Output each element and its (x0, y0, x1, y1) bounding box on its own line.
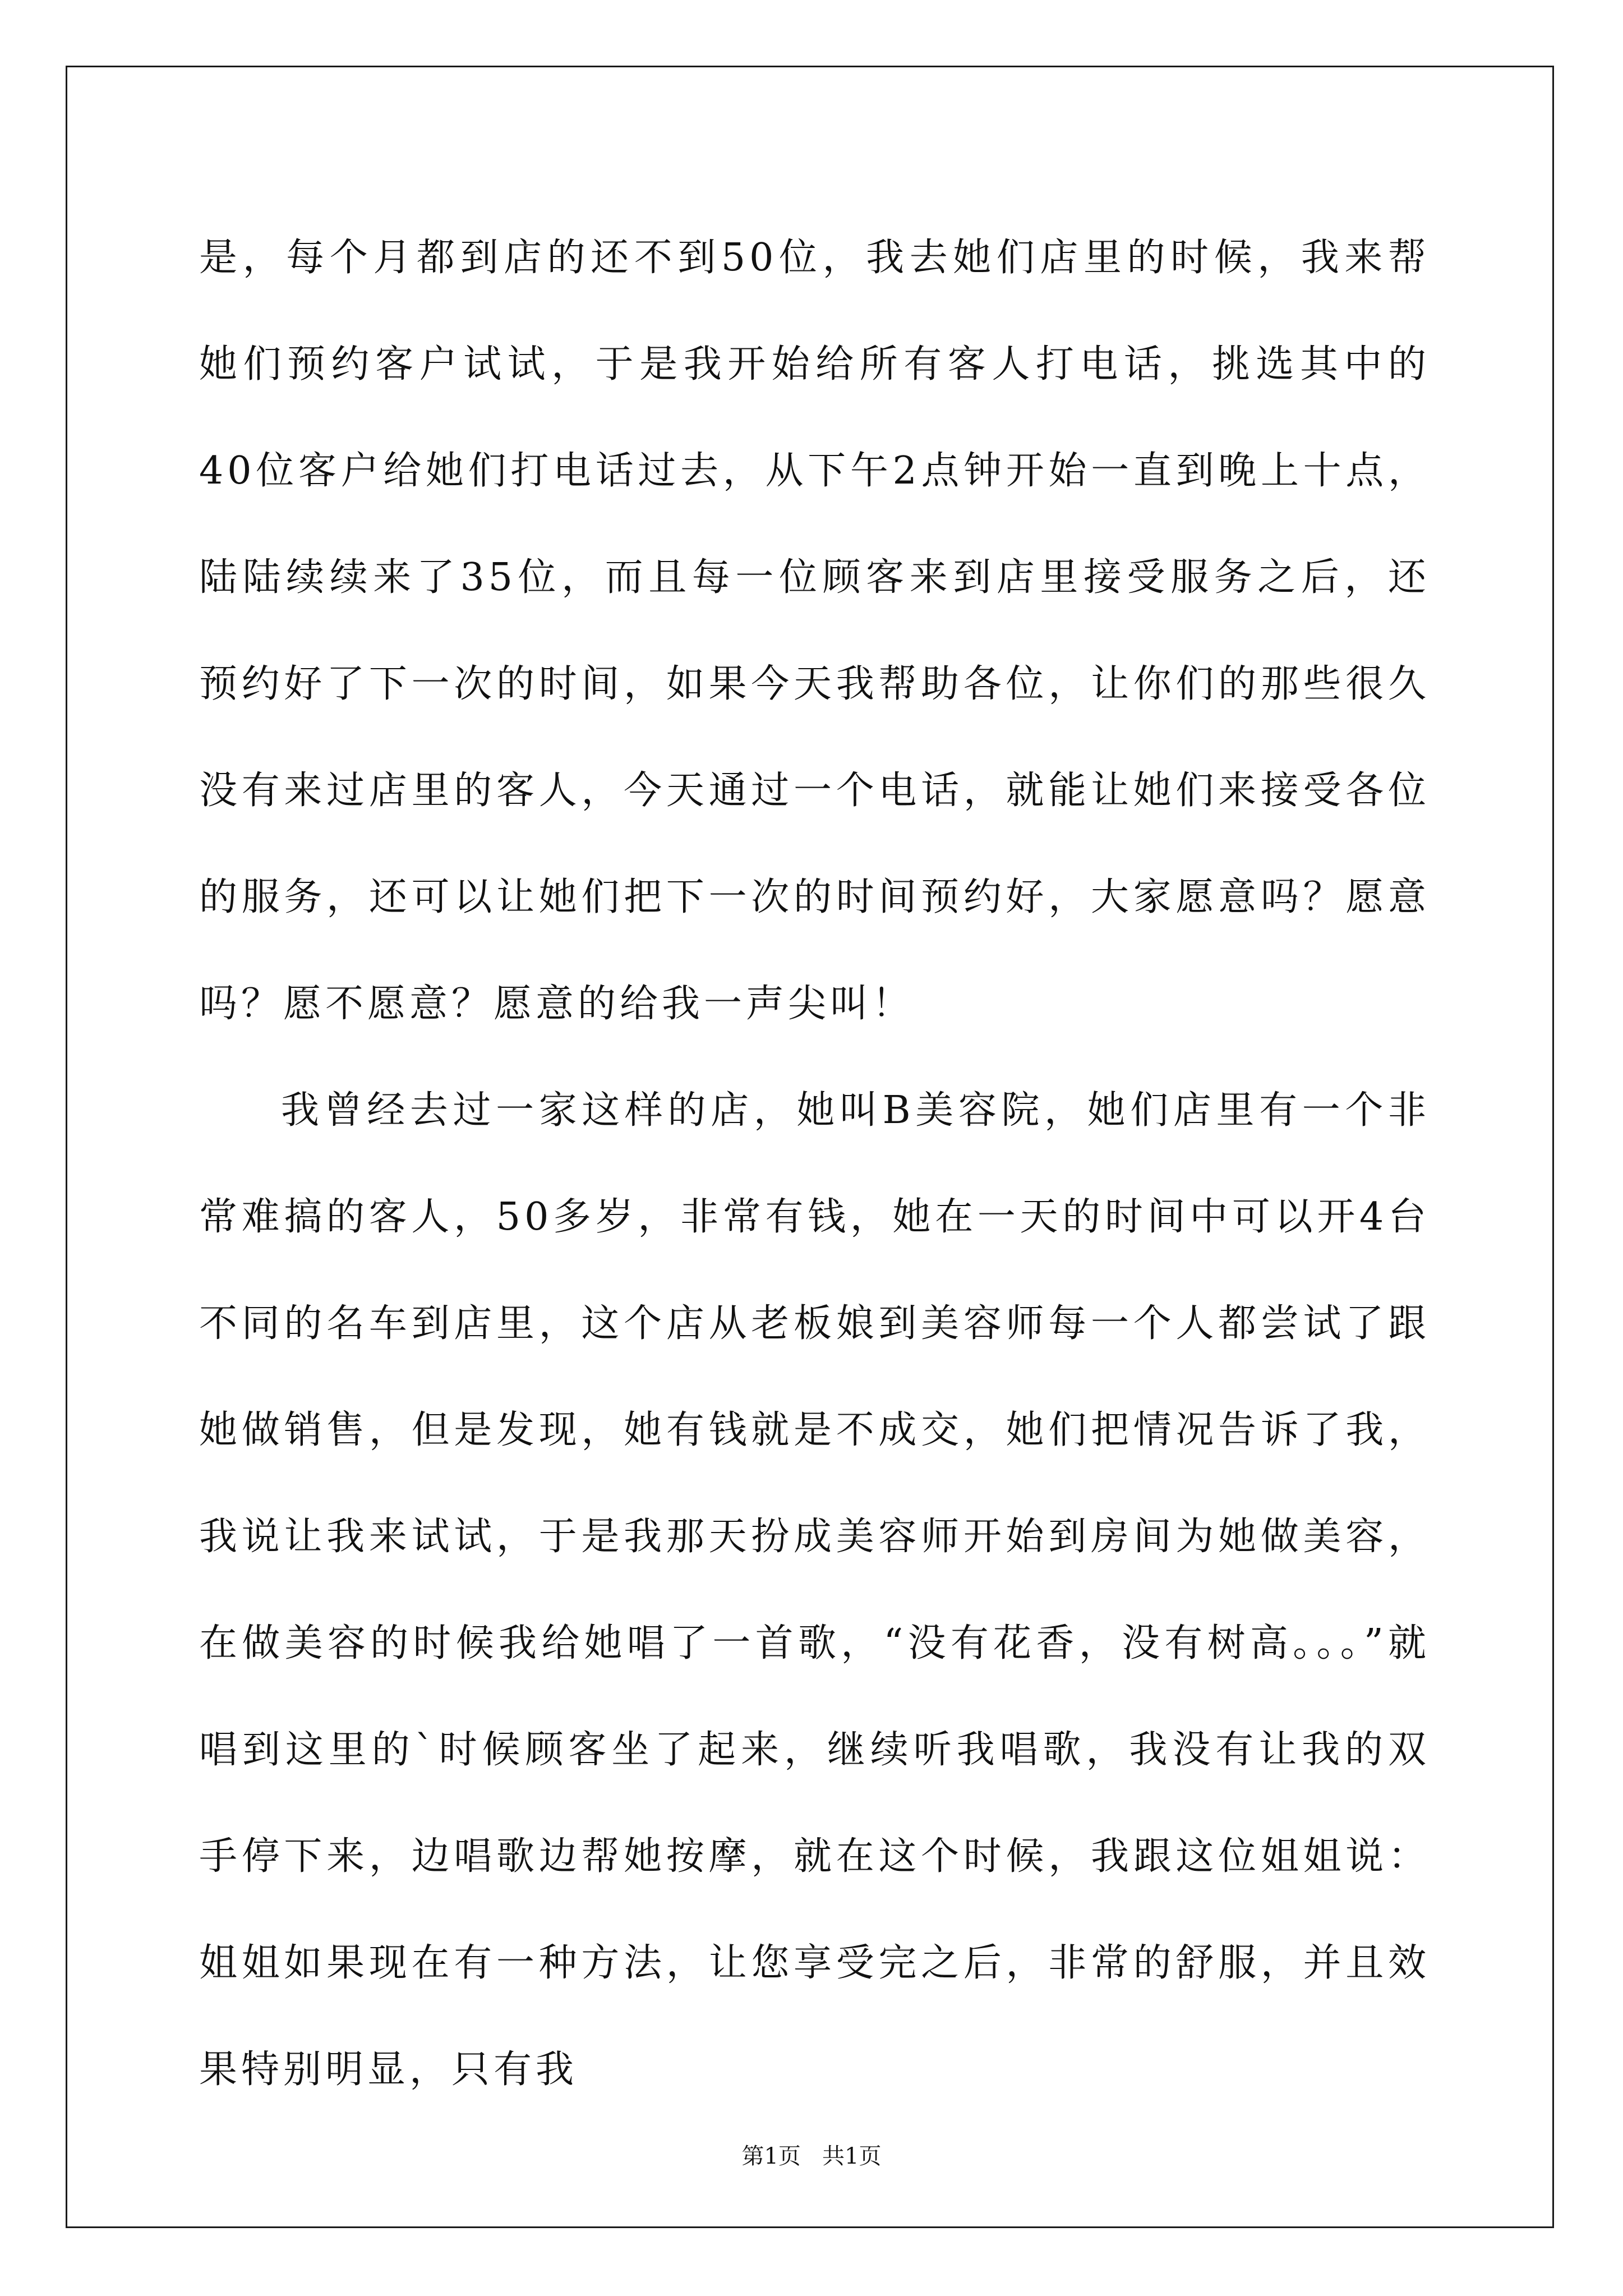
paragraph: 是，每个月都到店的还不到50位，我去她们店里的时候，我来帮她们预约客户试试，于是我开始给所有客人打电话，挑选其中的40位客户给她们打电话过去，从下午2点钟开始一直到晚上十点，陆陆续续来了35位，而且每一位顾客来到店里接受服务之后，还预约好了下一次的时间，如果今天我帮助各位，让你们的那些很久没有来过店里的客人，今天通过一个电话，就能让她们来接受各位的服务，还可以让她们把下一次的时间预约好，大家愿意吗？愿意吗？愿不愿意？愿意的给我一声尖叫！ (199, 236, 1430, 1026)
page-number-footer: 第1页 共1页 (741, 2143, 882, 2169)
paragraph: 我曾经去过一家这样的店，她叫B美容院，她们店里有一个非常难搞的客人，50多岁，非常有钱，她在一天的时间中可以开4台不同的名车到店里，这个店从老板娘到美容师每一个人都尝试了跟她做销售，但是发现，她有钱就是不成交，她们把情况告诉了我，我说让我来试试，于是我那天扮成美容师开始到房间为她做美容，在做美容的时候我给她唱了一首歌，“没有花香，没有树高。。。”就唱到这里的`时候顾客坐了起来，继续听我唱歌，我没有让我的双手停下来，边唱歌边帮她按摩，就在这个时候，我跟这位姐姐说：姐姐如果现在有一种方法，让您享受完之后，非常的舒服，并且效果特别明显，只有我 (199, 1088, 1430, 2092)
document-body (199, 205, 1430, 2123)
